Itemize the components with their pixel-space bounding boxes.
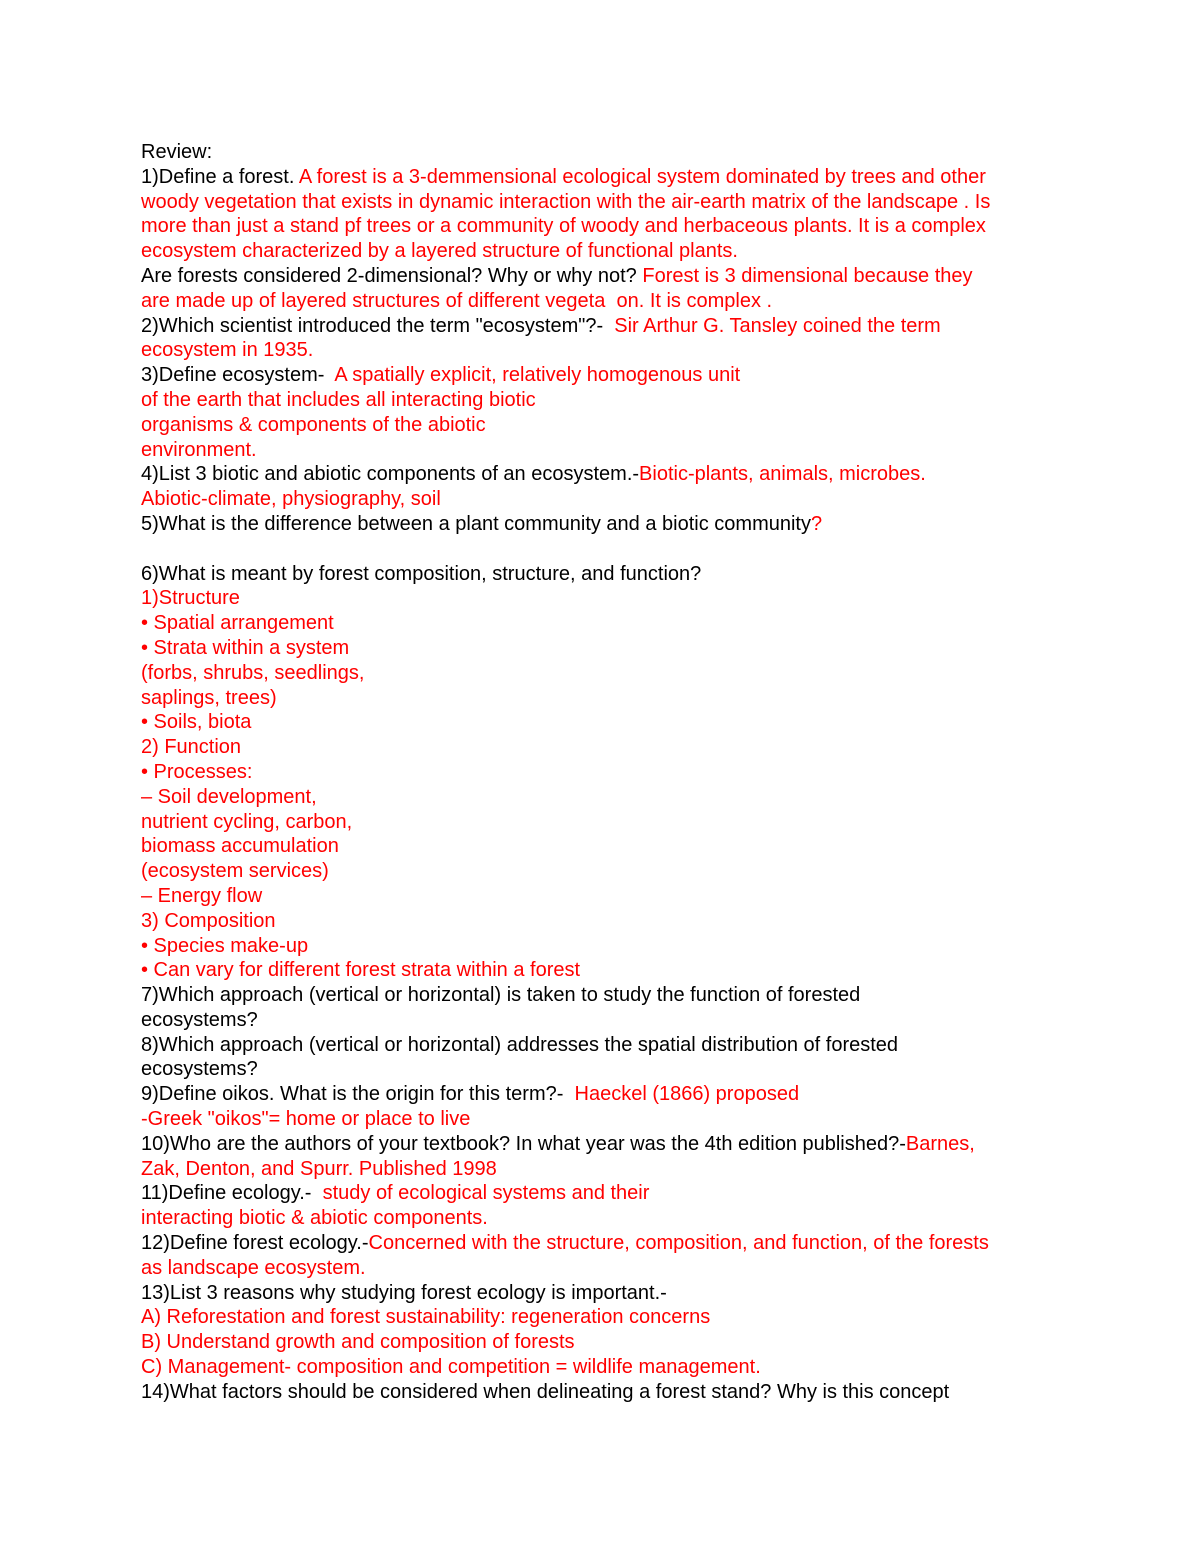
answer-text: 3) Composition [141,909,276,932]
text-line [141,239,1071,264]
blank-line [141,537,1071,562]
text-line [141,909,1071,934]
text-line [141,1231,1071,1256]
question-text: 7)Which approach (vertical or horizontal) is taken to study the function of forested [141,984,861,1007]
text-line [141,1132,1071,1157]
question-text: 14)What factors should be considered when delineating a forest stand? Why is this concept [141,1380,950,1403]
answer-text: biomass accumulation [141,835,339,858]
text-line [141,834,1071,859]
text-line [141,289,1071,314]
answer-text: (forbs, shrubs, seedlings, [141,661,365,684]
text-line [141,140,1071,165]
answer-text: Biotic-plants, animals, microbes. [639,463,926,486]
text-line [141,165,1071,190]
text-line [141,438,1071,463]
answer-text: Barnes, [905,1132,975,1155]
text-line [141,686,1071,711]
answer-text: – Soil development, [141,785,317,808]
text-line [141,1082,1071,1107]
question-text: 10)Who are the authors of your textbook? In what year was the 4th edition published?- [141,1132,906,1155]
question-text: 8)Which approach (vertical or horizontal) addresses the spatial distribution of forested [141,1033,899,1056]
text-line [141,462,1071,487]
text-line [141,214,1071,239]
answer-text: woody vegetation that exists in dynamic interaction with the air-earth matrix of the landscape . Is [141,190,991,213]
text-line [141,562,1071,587]
text-line [141,1157,1071,1182]
answer-text: Sir Arthur G. Tansley coined the term [614,314,941,337]
answer-text: • Soils, biota [141,711,252,734]
answer-text: A) Reforestation and forest sustainability: regeneration concerns [141,1306,711,1329]
answer-text: interacting biotic & abiotic components. [141,1207,488,1230]
question-text: 6)What is meant by forest composition, structure, and function? [141,562,702,585]
answer-text: 2) Function [141,736,242,759]
text-line [141,512,1071,537]
text-line [141,785,1071,810]
answer-text: • Strata within a system [141,636,350,659]
text-line [141,1181,1071,1206]
text-line [141,958,1071,983]
text-line [141,413,1071,438]
text-line [141,983,1071,1008]
text-line [141,710,1071,735]
question-text: 9)Define oikos. What is the origin for this term?- [141,1083,575,1106]
text-line [141,859,1071,884]
text-line [141,487,1071,512]
answer-text: as landscape ecosystem. [141,1256,366,1279]
answer-text: (ecosystem services) [141,860,329,883]
text-line [141,388,1071,413]
answer-text: Concerned with the structure, composition, and function, of the forests [368,1232,989,1255]
text-line [141,1380,1071,1405]
text-line [141,363,1071,388]
question-text: Review: [141,141,213,163]
answer-text: study of ecological systems and their [322,1182,650,1205]
answer-text: nutrient cycling, carbon, [141,810,353,833]
answer-text: • Processes: [141,760,253,783]
answer-text: ? [810,512,823,535]
question-text: 4)List 3 biotic and abiotic components of an ecosystem.- [141,463,640,486]
answer-text: more than just a stand pf trees or a community of woody and herbaceous plants. It is a complex [141,215,986,238]
answer-text: A spatially explicit, relatively homogenous unit [334,364,741,387]
text-line [141,611,1071,636]
text-line [141,264,1071,289]
text-line [141,735,1071,760]
question-text: 11)Define ecology.- [141,1182,323,1205]
answer-text: Forest is 3 dimensional because they [642,264,973,287]
text-line [141,1008,1071,1033]
answer-text: – Energy flow [141,884,263,907]
question-text: 13)List 3 reasons why studying forest ecology is important.- [141,1281,667,1304]
text-line [141,1305,1071,1330]
answer-text: ecosystem characterized by a layered structure of functional plants. [141,240,738,263]
question-text: 2)Which scientist introduced the term "ecosystem"?- [141,314,615,337]
text-line [141,661,1071,686]
answer-text: environment. [141,438,257,461]
question-text: 1)Define a forest. [141,165,299,188]
text-line [141,884,1071,909]
answer-text: B) Understand growth and composition of forests [141,1331,575,1354]
answer-text: saplings, trees) [141,686,277,709]
answer-text: of the earth that includes all interacting biotic [141,388,536,411]
text-line [141,190,1071,215]
text-line [141,1057,1071,1082]
question-text: 3)Define ecosystem- [141,364,335,387]
text-line [141,1256,1071,1281]
answer-text: organisms & components of the abiotic [141,413,486,436]
text-line [141,934,1071,959]
answer-text: are made up of layered structures of different vegeta on. It is complex . [141,289,773,312]
question-text: 12)Define forest ecology.- [141,1232,369,1255]
answer-text: • Spatial arrangement [141,612,334,635]
question-text: ecosystems? [141,1008,258,1031]
text-line [141,314,1071,339]
text-line [141,760,1071,785]
question-text: Are forests considered 2-dimensional? Why or why not? [141,264,643,287]
review-document-body [141,140,1071,1405]
answer-text: Haeckel (1866) proposed [574,1083,800,1106]
text-line [141,586,1071,611]
answer-text: ecosystem in 1935. [141,339,314,362]
text-line [141,636,1071,661]
answer-text: • Species make-up [141,934,309,957]
question-text: 5)What is the difference between a plant community and a biotic community [141,512,811,535]
text-line [141,1206,1071,1231]
answer-text: C) Management- composition and competition = wildlife management. [141,1356,761,1379]
text-line [141,1107,1071,1132]
text-line [141,1355,1071,1380]
text-line [141,1281,1071,1306]
answer-text: Abiotic-climate, physiography, soil [141,488,441,511]
question-text: ecosystems? [141,1058,258,1081]
answer-text: 1)Structure [141,587,240,610]
answer-text: Zak, Denton, and Spurr. Published 1998 [141,1157,497,1180]
text-line [141,338,1071,363]
text-line [141,810,1071,835]
answer-text: • Can vary for different forest strata within a forest [141,959,581,982]
text-line [141,1330,1071,1355]
text-line [141,1033,1071,1058]
answer-text: -Greek "oikos"= home or place to live [141,1108,471,1131]
answer-text: A forest is a 3-demmensional ecological system dominated by trees and other [298,165,986,188]
